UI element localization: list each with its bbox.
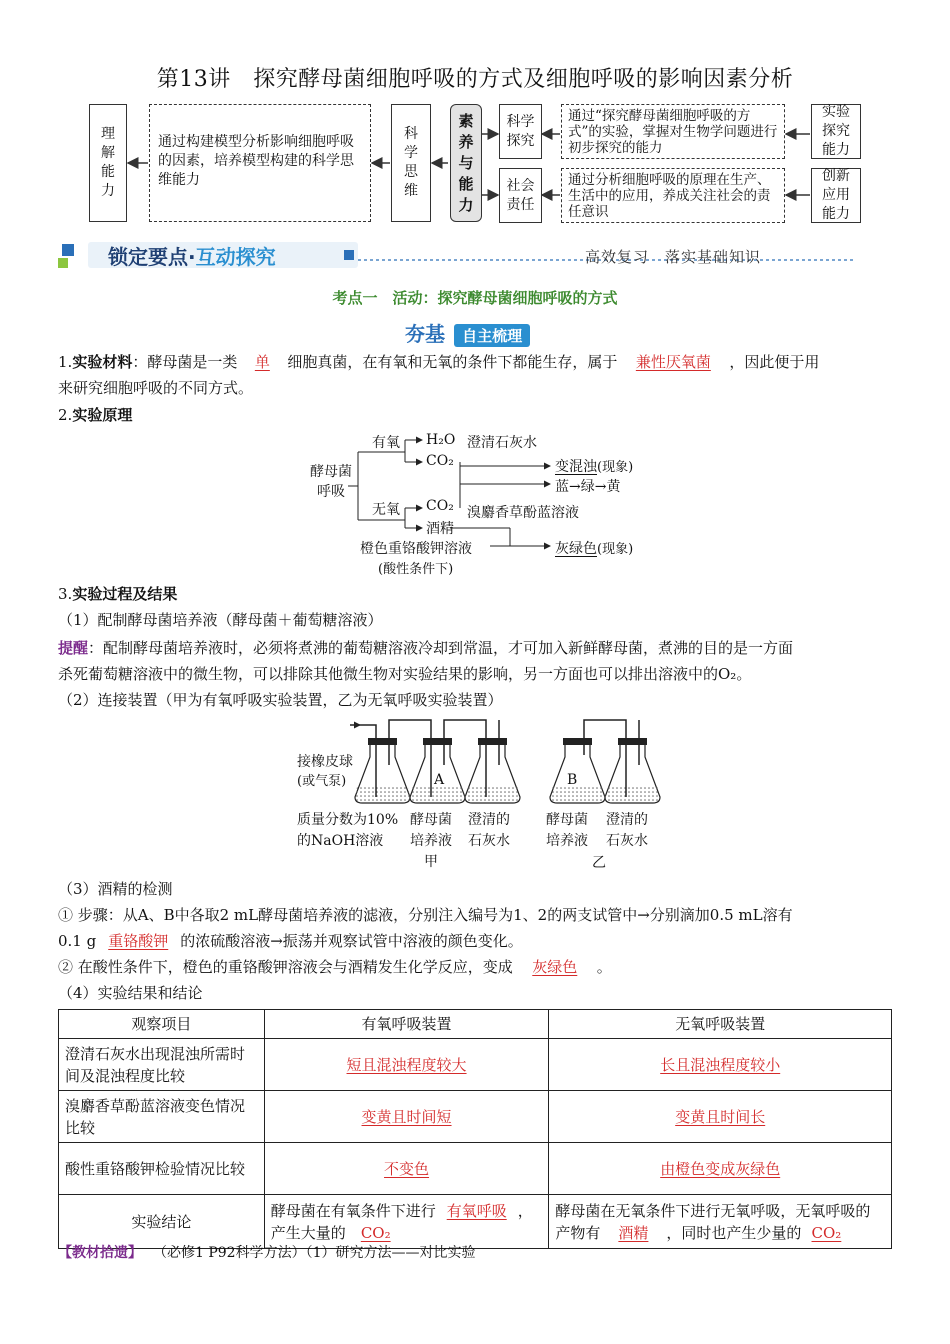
banner-title-right: 互动探究 — [195, 245, 276, 269]
table-cell-anaerobic — [549, 1039, 892, 1091]
step1-line1: ① 步骤：从A、B中各取2 mL酵母菌培养液的滤液，分别注入编号为1、2的两支试管中→分别滴加0.5 mL溶有 — [58, 906, 793, 924]
s1-line: （1）配制酵母菌培养液（酵母菌＋葡萄糖溶液） — [58, 611, 383, 629]
s2-line: （2）连接装置（甲为有氧呼吸实验装置，乙为无氧呼吸实验装置） — [58, 691, 503, 709]
table-header-row — [59, 1010, 892, 1039]
table-fill: 短且混浊程度较大 — [346, 1055, 467, 1074]
sci-think-label: 科学思维 — [404, 126, 418, 199]
step1-fill-dichromate: 重铬酸钾 — [108, 932, 169, 950]
exp-inquiry-box — [811, 104, 861, 159]
table-cell-aerobic — [264, 1143, 549, 1195]
p3-num: 3. — [58, 585, 73, 603]
tip-text1: ：配制酵母菌培养液时，必须将煮沸的葡萄糖溶液冷却到常温，才可加入新鲜酵母菌，煮沸的目的是一方面 — [88, 639, 794, 657]
table-cell-anaerobic — [549, 1143, 892, 1195]
table-cell-item: 溴麝香草酚蓝溶液变色情况比较 — [59, 1091, 265, 1143]
step1-line2 — [58, 930, 898, 952]
table-conclusion-row — [59, 1195, 892, 1249]
step2-fill-graygreen: 灰绿色 — [532, 958, 578, 976]
table-fill: 变黄且时间短 — [361, 1107, 452, 1126]
subhead-a: 夯基 — [405, 322, 445, 346]
principle-co2-anaerobic: CO₂ — [426, 498, 454, 514]
understanding-box — [89, 104, 127, 222]
sci-think-box — [391, 104, 431, 222]
apparatus-yi: 乙 — [592, 855, 606, 871]
table-row — [59, 1039, 892, 1091]
social-desc-box — [561, 168, 785, 223]
table-conclusion-aerobic — [264, 1195, 549, 1249]
table-fill: 由橙色变成灰绿色 — [660, 1159, 781, 1178]
apparatus-lime-a2: 石灰水 — [468, 833, 510, 849]
table-cell-item: 澄清石灰水出现混浊所需时间及混浊程度比较 — [59, 1039, 265, 1091]
principle-phen2: (现象) — [597, 542, 634, 557]
tip-line2: 杀死葡萄糖溶液中的微生物，可以排除其他微生物对实验结果的影响，另一方面也可以排出溶液中的O₂。 — [58, 665, 752, 683]
apparatus-yeast-a2: 培养液 — [410, 833, 452, 849]
table-row — [59, 1091, 892, 1143]
concl-aer-fill1: 有氧呼吸 — [446, 1201, 507, 1220]
principle-resp-label: 呼吸 — [317, 484, 345, 500]
principle-color-seq: 蓝→绿→黄 — [555, 479, 621, 495]
apparatus-naoh2: 的NaOH溶液 — [297, 833, 384, 849]
table-fill: 变黄且时间长 — [675, 1107, 766, 1126]
subhead — [405, 318, 530, 347]
p1-t1: ：酵母菌是一类 — [132, 353, 238, 371]
banner-slogan: 高效复习 落实基础知识 — [585, 248, 762, 266]
model-desc-text: 通过构建模型分析影响细胞呼吸的因素，培养模型构建的科学思维能力 — [158, 134, 354, 188]
section-title: 考点一 活动：探究酵母菌细胞呼吸的方式 — [332, 289, 618, 307]
principle-phen1: (现象) — [597, 460, 634, 475]
apparatus-label-b: B — [567, 772, 578, 788]
principle-limewater: 澄清石灰水 — [467, 435, 537, 451]
p1-t2: 细胞真菌，在有氧和无氧的条件下都能生存，属于 — [287, 353, 618, 371]
principle-turbid-label: 变混浊 — [555, 459, 597, 475]
innovation-box — [811, 168, 861, 223]
p1-fill-single: 单 — [254, 353, 270, 371]
apparatus-lime-a — [468, 810, 510, 852]
concl-aer-t2: ，产生大量的 — [270, 1201, 533, 1242]
principle-co2-aerobic: CO₂ — [426, 453, 454, 469]
table-row — [59, 1143, 892, 1195]
footer-text: （必修1 P92科学方法）（1）研究方法——对比实验 — [160, 1245, 476, 1261]
step2-t2: 。 — [596, 958, 612, 976]
table-fill: 长且混浊程度较小 — [660, 1055, 781, 1074]
social-resp-label: 社会责任 — [506, 177, 535, 213]
concl-aer-t1: 酵母菌在有氧条件下进行 — [270, 1201, 436, 1220]
results-table — [58, 1009, 892, 1249]
tip-label: 提醒 — [58, 639, 89, 657]
principle-anaerobic: 无氧 — [372, 502, 400, 518]
principle-dichromate: 橙色重铬酸钾溶液 — [360, 541, 472, 557]
principle-yeast-label: 酵母菌 — [310, 464, 352, 480]
p2-num: 2. — [58, 406, 73, 424]
p3-label: 实验过程及结果 — [72, 585, 178, 603]
p1-line1 — [58, 351, 898, 373]
s3-line: （3）酒精的检测 — [58, 880, 173, 898]
table-cell-aerobic — [264, 1091, 549, 1143]
s4-line: （4）实验结果和结论 — [58, 984, 203, 1002]
exp-inquiry-label: 实验探究能力 — [822, 104, 850, 158]
footer-line — [58, 1242, 476, 1264]
page-title: 第13讲 探究酵母菌细胞呼吸的方式及细胞呼吸的影响因素分析 — [156, 67, 794, 92]
concl-aer-fill2: CO₂ — [360, 1223, 391, 1242]
subhead-b: 自主梳理 — [454, 324, 530, 347]
principle-h2o: H₂O — [426, 432, 456, 448]
principle-graygreen-label: 灰绿色 — [555, 541, 597, 557]
concl-ana-fill1: 酒精 — [618, 1223, 649, 1242]
footer-label: 【教材拾遗】 — [58, 1245, 142, 1261]
inquiry-desc-box — [561, 104, 785, 159]
apparatus-lime-b1: 澄清的 — [606, 812, 648, 828]
banner-title-left: 锁定要点 — [108, 245, 188, 269]
apparatus-yeast-a1: 酵母菌 — [410, 812, 452, 828]
step2-line — [58, 956, 898, 978]
table-header-aerobic: 有氧呼吸装置 — [264, 1010, 549, 1039]
principle-yeast — [310, 462, 352, 502]
table-conclusion-label: 实验结论 — [59, 1195, 265, 1249]
step2-t1: ② 在酸性条件下，橙色的重铬酸钾溶液会与酒精发生化学反应，变成 — [58, 958, 513, 976]
apparatus-pump — [297, 752, 353, 792]
step1-t3: 的浓硫酸溶液→振荡并观察试管中溶液的颜色变化。 — [180, 932, 523, 950]
principle-btb: 溴麝香草酚蓝溶液 — [467, 505, 579, 521]
principle-turbid — [555, 456, 633, 476]
banner-title — [108, 241, 276, 270]
principle-alcohol: 酒精 — [426, 521, 454, 537]
inquiry-desc-text: 通过“探究酵母菌细胞呼吸的方式”的实验，掌握对生物学问题进行初步探究的能力 — [568, 108, 778, 156]
apparatus-pump1: 接橡皮球 — [297, 754, 353, 770]
innovation-label: 创新应用能力 — [822, 168, 850, 222]
apparatus-naoh — [297, 810, 398, 852]
step1-t2: 0.1 g — [58, 932, 97, 950]
table-cell-aerobic — [264, 1039, 549, 1091]
model-desc-box — [149, 104, 371, 222]
literacy-ability-box — [450, 104, 482, 222]
sci-inquiry-box — [499, 104, 542, 159]
apparatus-yeast-a — [410, 810, 452, 873]
table-cell-anaerobic — [549, 1091, 892, 1143]
p1-fill-facultative: 兼性厌氧菌 — [635, 353, 711, 371]
p3-heading — [58, 583, 177, 605]
apparatus-yeast-b — [546, 810, 588, 852]
banner-title-dot: · — [188, 245, 196, 269]
table-conclusion-anaerobic — [549, 1195, 892, 1249]
principle-graygreen — [555, 538, 633, 558]
concl-ana-t1: 酵母菌在无氧条件下进行无氧呼吸，无氧呼吸 — [555, 1201, 856, 1220]
sci-inquiry-label: 科学探究 — [506, 113, 535, 149]
table-fill: 不变色 — [384, 1159, 430, 1178]
apparatus-yeast-b1: 酵母菌 — [546, 812, 588, 828]
apparatus-drawing — [300, 715, 680, 815]
apparatus-label-a: A — [434, 772, 445, 788]
social-resp-box — [499, 168, 542, 223]
tip-line1 — [58, 637, 898, 659]
p1-num: 1. — [58, 353, 73, 371]
p1-line2: 来研究细胞呼吸的不同方式。 — [58, 379, 254, 397]
concl-ana-t2: 的产物有 — [555, 1201, 871, 1242]
apparatus-lime-a1: 澄清的 — [468, 812, 510, 828]
p1-t3: ，因此便于用 — [729, 353, 820, 371]
apparatus-lime-b — [606, 810, 648, 852]
p1-label: 实验材料 — [72, 353, 133, 371]
apparatus-lime-b2: 石灰水 — [606, 833, 648, 849]
principle-acidic: (酸性条件下) — [378, 562, 454, 577]
principle-aerobic: 有氧 — [372, 435, 400, 451]
social-desc-text: 通过分析细胞呼吸的原理在生产、生活中的应用，养成关注社会的责任意识 — [568, 172, 771, 220]
concl-ana-fill2: CO₂ — [811, 1223, 842, 1242]
table-cell-item: 酸性重铬酸钾检验情况比较 — [59, 1143, 265, 1195]
understanding-label: 理解能力 — [101, 126, 115, 199]
table-header-anaerobic: 无氧呼吸装置 — [549, 1010, 892, 1039]
table-header-item: 观察项目 — [59, 1010, 265, 1039]
apparatus-naoh1: 质量分数为10% — [297, 812, 399, 828]
p2-heading — [58, 404, 132, 426]
apparatus-yeast-b2: 培养液 — [546, 833, 588, 849]
literacy-ability-label: 素养与能力 — [458, 111, 474, 214]
concl-ana-t3: ，同时也产生少量的 — [666, 1223, 802, 1242]
p2-label: 实验原理 — [72, 406, 133, 424]
apparatus-jia: 甲 — [424, 854, 438, 870]
apparatus-pump2: (或气泵) — [297, 774, 347, 789]
